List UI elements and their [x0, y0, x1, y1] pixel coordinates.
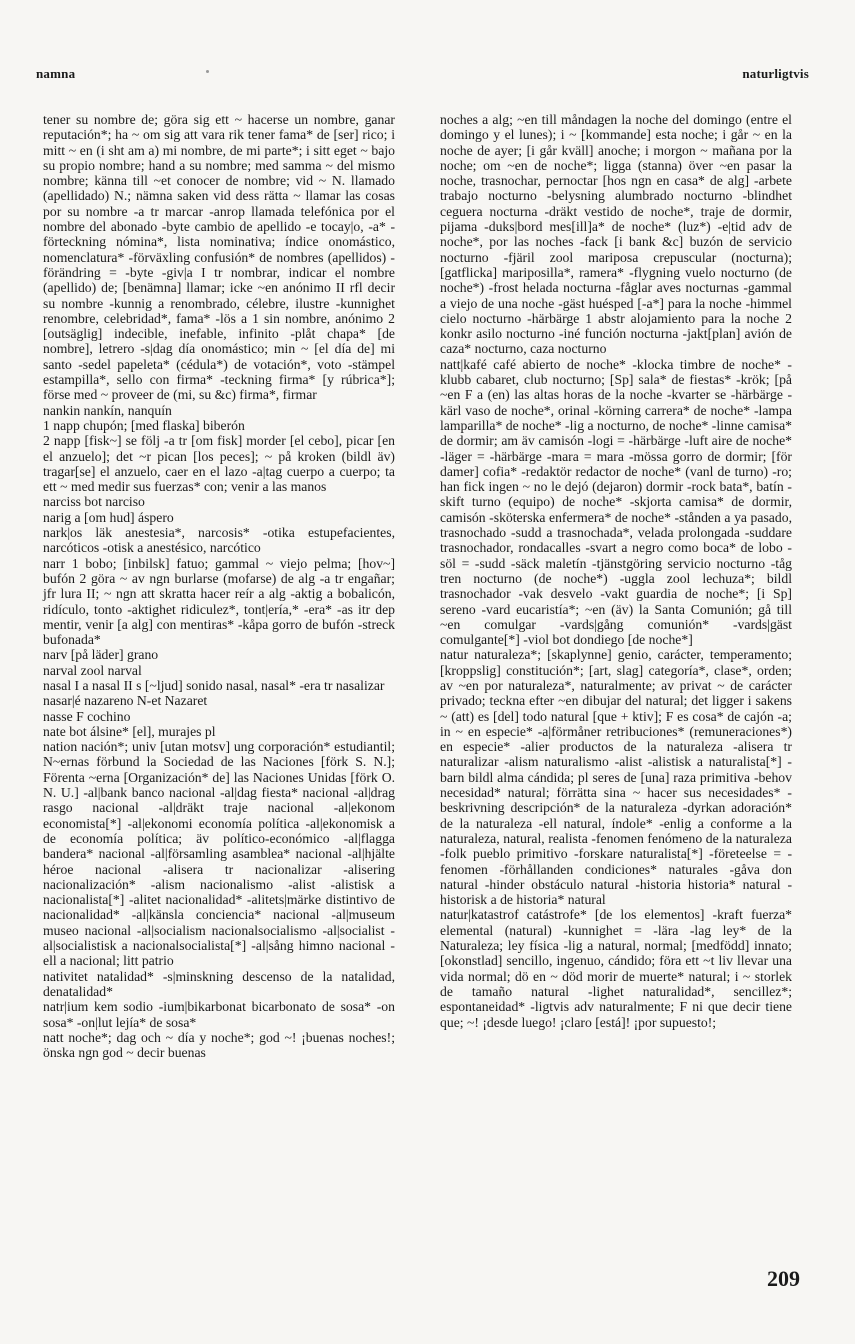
running-head-left: namna — [36, 66, 76, 81]
header-dot — [206, 70, 209, 73]
dictionary-entry: narciss bot narciso — [43, 494, 145, 510]
dictionary-entry: nasal I a nasal II s [~ljud] sonido nasal, nasal* -era tr nasalizar — [43, 677, 385, 693]
dictionary-entry: noches a alg; ~en till måndagen la noche del domingo (entre el domingo y el lunes); i ~ [kommande] esta noche; i går ~ en la noche de ayer; [i går kväll] anoche; i morgon ~ mañana por la noche; om ~en de noche*; ligga (stanna) över ~en pasar la noche, trasnochar, pernoctar [hos ngn en casa* de alg] -arbete trabajo nocturno -belysning alumbrado nocturno -blindhet ceguera nocturna -dräkt vestido de noche*, traje de dormir, pijama -duks|bord mes[ill]a* de noche* (luz*) -e|tid adv de noche*, por las noches -fack [i bank &c] buzón de servicio nocturno -fjäril zool mariposa crepuscular (nocturna); [gatflicka] mariposilla*, ramera* -flygning vuelo nocturno (de noche*) -frost helada nocturna -fåglar aves nocturnas -gammal a viejo de una noche -gäst huésped [-a*] para la noche -himmel cielo nocturno -härbärge 1 abstr alojamiento para la noche 2 konkr asilo nocturno -iné función nocturna -jakt[plan] avión de caza* nocturno, caza nocturno — [440, 112, 792, 357]
page-number: 209 — [767, 1266, 800, 1291]
dictionary-entry: nankin nankín, nanquín — [43, 402, 172, 418]
dictionary-entry: natr|ium kem sodio -ium|bikarbonat bicarbonato de sosa* -on sosa* -on|lut lejía* de sosa* — [43, 999, 395, 1030]
dictionary-entry: narr 1 bobo; [inbilsk] fatuo; gammal ~ viejo pelma; [hov~] bufón 2 göra ~ av ngn burlarse (mofarse) de alg -a tr engañar; jfr lura II; ~ ngn att skratta hacer reír a alg -aktig a bobalicón, ridículo, tonto -aktighet ridiculez*, tont|ería,* -era* -as itr dep mentir, venir [a alg] con mentiras* -kåpa gorro de bufón -streck bufonada* — [43, 555, 395, 648]
dictionary-entry: natur|katastrof catástrofe* [de los elementos] -kraft fuerza* elemental (natural) -kunnighet = -lära -lag ley* de la Naturaleza; ley física -lig a natural, normal; [medfödd] innato; [okonstlad] sencillo, ingenuo, cándido; föra ett ~t liv llevar una vida normal; dö en ~ död morir de muerte* natural; i ~ storlek de tamaño natural -lighet naturalidad*, sencillez*; espontaneidad* -ligtvis adv naturalmente; F ni que decir tiene que; ~! ¡desde luego! ¡claro [está]! ¡por supuesto!; — [440, 907, 792, 1030]
dictionary-entry: nate bot álsine* [el], murajes pl — [43, 723, 216, 739]
dictionary-entry: natur naturaleza*; [skaplynne] genio, carácter, temperamento; [kroppslig] constitución*; [art, slag] categoría*, clase*, orden; av ~en por naturaleza*, naturalmente; av privat ~ de carácter privado; teckna efter ~en dibujar del natural; det ligger i sakens ~ (att) es [del] todo natural [que + ktiv]; F es cosa* de cajón -a; in ~ en especie* -a|förmåner retribuciones* (remuneraciones*) en especie* -alier productos de la naturaleza -alisera tr naturalizar -alism naturalismo -alist -alistisk a naturalista[*] -barn bildl alma cándida; pl seres de [una] raza primitiva -behov necesidad* natural; förrätta sina ~ hacer sus necesidades* -beskrivning descripción* de la naturaleza -dyrkan adoración* de la naturaleza -ell natural, índole* -enlig a conforme a la naturaleza, natural, realista -fenomen fenómeno de la naturaleza -folk pueblo primitivo -forskare naturalista[*] -företeelse = -fenomen -förhållanden condiciones* naturales -gåva don natural -hinder obstáculo natural -historia historia* natural -historisk a de historia* natural — [440, 647, 792, 908]
dictionary-entry: 2 napp [fisk~] se följ -a tr [om fisk] morder [el cebo], picar [en el anzuelo]; det ~r pican [los peces]; ~ på kroken (bildl äv) tragar[se] el anzuelo, caer en el lazo -a|tag cuerpo a cuerpo; ta ett ~ med medir sus fuerzas* con; venir a las manos — [43, 433, 395, 495]
dictionary-entry: natt noche*; dag och ~ día y noche*; god ~! ¡buenas noches!; önska ngn god ~ decir buenas — [43, 1029, 395, 1061]
dictionary-entry: nark|os läk anestesia*, narcosis* -otika estupefacientes, narcóticos -otisk a anestésico, narcótico — [43, 525, 395, 556]
dictionary-entry: narval zool narval — [43, 662, 142, 678]
dictionary-entry: 1 napp chupón; [med flaska] biberón — [43, 417, 245, 433]
dictionary-entry: narv [på läder] grano — [43, 647, 159, 663]
dictionary-entry: narig a [om hud] áspero — [43, 509, 174, 525]
left-column — [43, 112, 395, 1060]
running-head-right: naturligtvis — [742, 66, 809, 81]
right-column — [440, 112, 792, 1030]
dictionary-entry: nativitet natalidad* -s|minskning descenso de la natalidad, denatalidad* — [43, 968, 395, 999]
dictionary-entry: nation nación*; univ [utan motsv] ung corporación* estudiantil; N~ernas förbund la Sociedad de las Naciones [förk S. N.]; Förenta ~erna [Organización* de] las Naciones Unidas [förk O. N. U.] -al|bank banco nacional -al|dag fiesta* nacional -al|drag rasgo nacional -al|dräkt traje nacional -al|ekonom economista[*] -al|ekonomi economía política -al|ekonomisk a de economía política; äv político-económico -al|flagga bandera* nacional -al|församling asamblea* nacional -al|hjälte héroe nacional -alisera tr nacionalizar -alisering nacionalización* -alism nacionalismo -alist -alistisk a nacionalista[*] -alitet nacionalidad* -alitets|märke distintivo de nacionalidad* -al|känsla conciencia* nacional -al|museum museo nacional -al|socialism nacionalsocialismo -al|socialist -al|socialistisk a nacionalsocialista[*] -al|sång himno nacional -ell a nacional; litt patrio — [43, 739, 395, 969]
dictionary-entry: tener su nombre de; göra sig ett ~ hacerse un nombre, ganar reputación*; ha ~ om sig att vara rik tener fama* de [ser] rico; i mitt ~ en (i sht am a) mi nombre, de mi parte*; i sitt eget ~ bajo su propio nombre; hand a su nombre; med samma ~ del mismo nombre; känna till ~et conocer de nombre; vid ~ N. llamado (apellidado) N.; nämna saken vid dess rätta ~ llamar las cosas por su nombre -a tr marcar -anrop llamada telefónica por el nombre del abonado -byte cambio de apellido -e tocay|o, -a* -förteckning nómina*, lista nominativa; índice onomástico, nomenclatura* -förväxling confusión* de nombres (apellidos) -förändring = -byte -giv|a I tr nombrar, indicar el nombre (apellido) de; [benämna] llamar; icke ~en anónimo II rfl decir su nombre -kunnig a renombrado, célebre, ilustre -kunnighet renombre, celebridad*, fama* -lös a 1 sin nombre, anónimo 2 [outsäglig] indecible, inefable, infinito -plåt chapa* [de nombre], letrero -s|dag día onomástico; min ~ [el día de] mi santo -sedel papeleta* (cédula*) de votación*, voto -stämpel estampilla*, sello con firma* -teckning firma* [y rúbrica*]; förse med ~ proveer de (mi, su &c) firma*, firmar — [43, 112, 395, 403]
dictionary-entry: nasse F cochino — [43, 708, 131, 724]
dictionary-entry: nasar|é nazareno N-et Nazaret — [43, 693, 208, 709]
dictionary-entry: natt|kafé café abierto de noche* -klocka timbre de noche* -klubb cabaret, club nocturno; [Sp] sala* de fiestas* -krök; [på ~en F a (en) las altas horas de la noche -kvarter se -härbärge -kärl vaso de noche*, orinal -körning carrera* de noche* -lampa lamparilla* de noche* -lig a nocturno, de noche* -linne camisa* de dormir; am äv camisón -logi = -härbärge -luft aire de noche* -läger = -härbärge -mara = mara -mössa gorro de dormir; [för damer] cofia* -redaktör redactor de noche* (vanl de turno) -ro; han fick ingen ~ no le dejó (dejaron) dormir -rock bata*, batín -skift turno (equipo) de noche* -skjorta camisa* de dormir, camisón -sköterska enfermera* de noche* -stånden a ya pasado, trasnochado -sudd a trasnochada*, velada prolongada -suddare trasnochador, rondacalles -svart a negro como boca* de lobo -söl = -sudd -säck maletín -tjänstgöring servicio nocturno -tåg tren nocturno (de noche*) -uggla zool lechuza*; bildl trasnochador -vak desvelo -vakt guardia de noche*; [i Sp] sereno -vard eucaristía*; ~en (äv) la Santa Comunión; gå till ~en comulgar -vards|gång comunión* -vards|gäst comulgante[*] -viol bot dondiego [de noche*] — [440, 356, 792, 648]
